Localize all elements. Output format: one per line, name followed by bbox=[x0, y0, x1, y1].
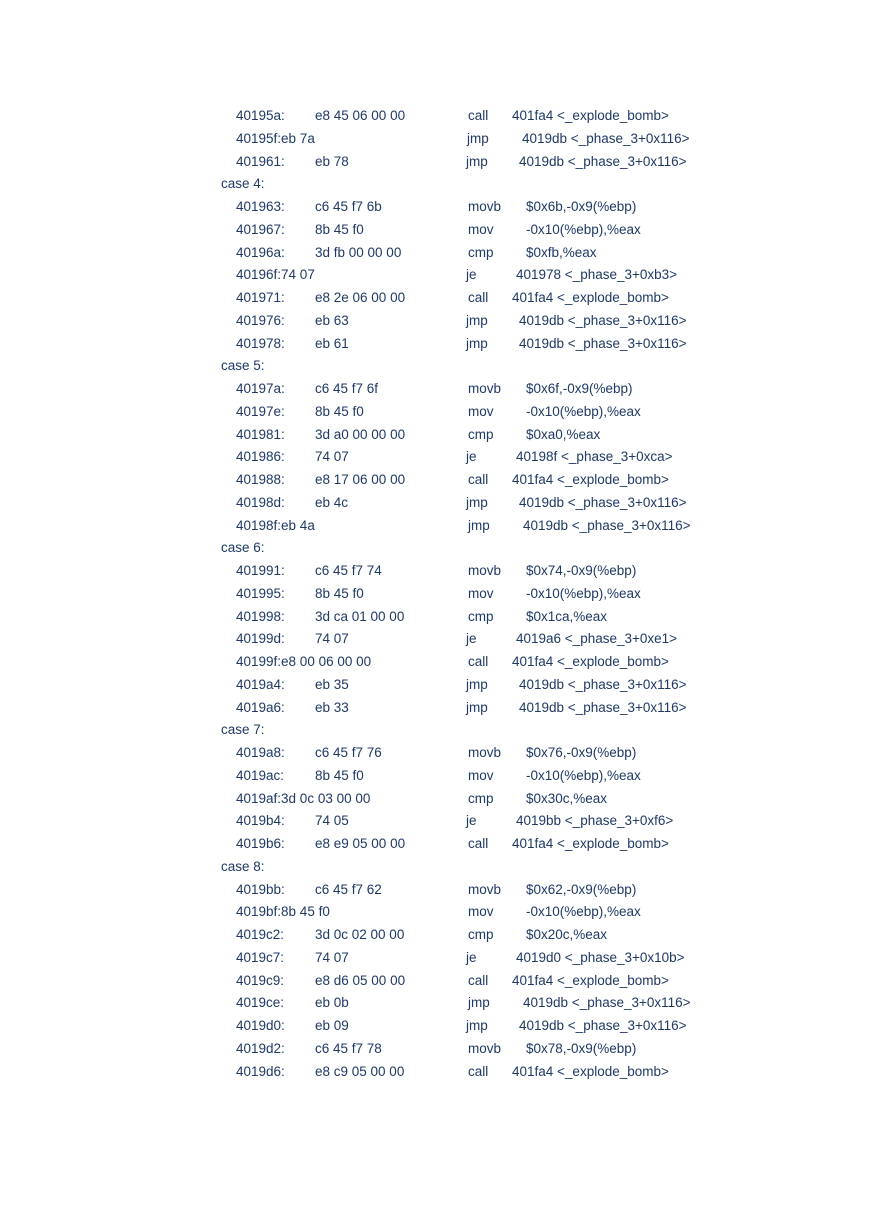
machine-code-bytes: e8 d6 05 00 00 bbox=[315, 972, 406, 988]
instruction-address: 401995: bbox=[236, 585, 285, 601]
instruction-operands: 4019d0 <_phase_3+0x10b> bbox=[516, 949, 685, 965]
instruction-address: 4019c9: bbox=[236, 972, 285, 988]
disassembly-line bbox=[0, 561, 869, 581]
disassembly-line bbox=[0, 971, 869, 991]
instruction-mnemonic: mov bbox=[468, 403, 494, 419]
machine-code-bytes: eb 78 bbox=[315, 153, 349, 169]
instruction-operands: 401978 <_phase_3+0xb3> bbox=[516, 267, 678, 283]
instruction-address: 4019ac: bbox=[236, 767, 285, 783]
instruction-operands: $0x74,-0x9(%ebp) bbox=[526, 563, 637, 578]
instruction-address: 401967: bbox=[236, 221, 285, 237]
instruction-mnemonic: call bbox=[468, 1063, 489, 1079]
instruction-address: 4019bf:8b 45 f0 bbox=[236, 904, 330, 920]
machine-code-bytes: e8 17 06 00 00 bbox=[315, 472, 406, 487]
disassembly-line bbox=[0, 425, 869, 445]
instruction-address: 40196a: bbox=[236, 244, 285, 260]
instruction-address: 401961: bbox=[236, 153, 285, 169]
instruction-mnemonic: cmp bbox=[468, 426, 494, 442]
instruction-mnemonic: je bbox=[466, 631, 477, 647]
machine-code-bytes: eb 33 bbox=[315, 699, 349, 715]
instruction-mnemonic: call bbox=[468, 654, 489, 669]
machine-code-bytes: 8b 45 f0 bbox=[315, 585, 364, 601]
instruction-address: 4019b6: bbox=[236, 836, 285, 851]
machine-code-bytes: eb 35 bbox=[315, 676, 349, 692]
instruction-address: 4019c7: bbox=[236, 949, 285, 965]
instruction-mnemonic: jmp bbox=[468, 995, 490, 1011]
disassembly-line bbox=[0, 743, 869, 763]
instruction-operands: -0x10(%ebp),%eax bbox=[526, 904, 641, 920]
instruction-mnemonic: cmp bbox=[468, 608, 494, 624]
disassembly-line bbox=[0, 129, 869, 149]
instruction-address: 4019a8: bbox=[236, 745, 285, 760]
instruction-address: 40195a: bbox=[236, 108, 285, 123]
disassembly-line bbox=[0, 311, 869, 331]
instruction-operands: $0x30c,%eax bbox=[526, 790, 608, 806]
instruction-operands: $0x20c,%eax bbox=[526, 927, 608, 942]
instruction-operands: 4019db <_phase_3+0x116> bbox=[519, 494, 687, 510]
instruction-mnemonic: jmp bbox=[466, 312, 488, 328]
disassembly-line bbox=[0, 902, 869, 922]
disassembly-line bbox=[0, 1062, 869, 1082]
instruction-operands: -0x10(%ebp),%eax bbox=[526, 221, 641, 237]
machine-code-bytes: 3d a0 00 00 00 bbox=[315, 426, 406, 442]
instruction-mnemonic: movb bbox=[468, 881, 502, 897]
instruction-mnemonic: jmp bbox=[466, 699, 488, 715]
case-label: case 5: bbox=[221, 358, 265, 374]
instruction-address: 401978: bbox=[236, 335, 285, 351]
instruction-operands: 401fa4 <_explode_bomb> bbox=[512, 836, 669, 851]
instruction-address: 4019bb: bbox=[236, 881, 285, 897]
instruction-address: 401976: bbox=[236, 312, 285, 328]
disassembly-line bbox=[0, 1016, 869, 1036]
instruction-mnemonic: je bbox=[466, 267, 477, 283]
machine-code-bytes: eb 61 bbox=[315, 335, 349, 351]
case-label: case 4: bbox=[221, 176, 265, 192]
instruction-address: 40199f:e8 00 06 00 00 bbox=[236, 654, 372, 669]
disassembly-line bbox=[0, 993, 869, 1013]
instruction-operands: 4019bb <_phase_3+0xf6> bbox=[516, 813, 674, 829]
instruction-mnemonic: mov bbox=[468, 767, 494, 783]
instruction-address: 4019d6: bbox=[236, 1063, 285, 1079]
disassembly-line bbox=[0, 334, 869, 354]
instruction-operands: $0x6f,-0x9(%ebp) bbox=[526, 381, 633, 396]
instruction-address: 4019c2: bbox=[236, 927, 285, 942]
instruction-address: 401991: bbox=[236, 563, 285, 578]
instruction-address: 40198f:eb 4a bbox=[236, 517, 315, 533]
instruction-mnemonic: jmp bbox=[466, 335, 488, 351]
machine-code-bytes: 3d fb 00 00 00 bbox=[315, 244, 402, 260]
instruction-mnemonic: call bbox=[468, 108, 489, 123]
instruction-operands: 401fa4 <_explode_bomb> bbox=[512, 290, 669, 305]
instruction-operands: $0xa0,%eax bbox=[526, 426, 601, 442]
instruction-address: 401963: bbox=[236, 199, 285, 214]
instruction-operands: 4019db <_phase_3+0x116> bbox=[519, 676, 687, 692]
disassembly-line bbox=[0, 288, 869, 308]
disassembly-line bbox=[0, 516, 869, 536]
instruction-mnemonic: jmp bbox=[466, 494, 488, 510]
instruction-address: 40198d: bbox=[236, 494, 285, 510]
instruction-operands: -0x10(%ebp),%eax bbox=[526, 585, 641, 601]
instruction-operands: 4019db <_phase_3+0x116> bbox=[522, 130, 690, 146]
machine-code-bytes: 74 07 bbox=[315, 631, 349, 647]
instruction-mnemonic: call bbox=[468, 972, 489, 988]
instruction-operands: $0x78,-0x9(%ebp) bbox=[526, 1040, 637, 1056]
disassembly-line bbox=[0, 766, 869, 786]
instruction-address: 40195f:eb 7a bbox=[236, 130, 315, 146]
machine-code-bytes: c6 45 f7 74 bbox=[315, 563, 382, 578]
instruction-mnemonic: call bbox=[468, 836, 489, 851]
disassembly-line bbox=[0, 652, 869, 672]
instruction-operands: $0x1ca,%eax bbox=[526, 608, 608, 624]
machine-code-bytes: c6 45 f7 76 bbox=[315, 745, 382, 760]
case-label: case 8: bbox=[221, 858, 265, 874]
instruction-mnemonic: cmp bbox=[468, 790, 494, 806]
instruction-operands: 401fa4 <_explode_bomb> bbox=[512, 654, 669, 669]
instruction-address: 4019b4: bbox=[236, 813, 285, 829]
machine-code-bytes: e8 45 06 00 00 bbox=[315, 108, 406, 123]
instruction-mnemonic: jmp bbox=[467, 130, 489, 146]
machine-code-bytes: 8b 45 f0 bbox=[315, 221, 364, 237]
disassembly-line bbox=[0, 629, 869, 649]
instruction-address: 40197e: bbox=[236, 403, 285, 419]
disassembly-line bbox=[0, 243, 869, 263]
instruction-mnemonic: je bbox=[466, 949, 477, 965]
instruction-operands: 4019db <_phase_3+0x116> bbox=[519, 335, 687, 351]
instruction-mnemonic: movb bbox=[468, 199, 502, 214]
disassembly-line bbox=[0, 402, 869, 422]
machine-code-bytes: eb 4c bbox=[315, 494, 349, 510]
machine-code-bytes: e8 c9 05 00 00 bbox=[315, 1063, 405, 1079]
instruction-address: 4019a6: bbox=[236, 699, 285, 715]
instruction-mnemonic: jmp bbox=[466, 1018, 488, 1033]
disassembly-line bbox=[0, 880, 869, 900]
instruction-operands: -0x10(%ebp),%eax bbox=[526, 767, 641, 783]
instruction-address: 401986: bbox=[236, 449, 285, 465]
instruction-address: 40199d: bbox=[236, 631, 285, 647]
instruction-operands: 4019db <_phase_3+0x116> bbox=[523, 517, 691, 533]
disassembly-line bbox=[0, 106, 869, 126]
instruction-mnemonic: call bbox=[468, 472, 489, 487]
instruction-address: 40197a: bbox=[236, 381, 285, 396]
instruction-mnemonic: movb bbox=[468, 745, 502, 760]
instruction-address: 4019af:3d 0c 03 00 00 bbox=[236, 790, 371, 806]
instruction-operands: 4019db <_phase_3+0x116> bbox=[523, 995, 691, 1011]
machine-code-bytes: 74 05 bbox=[315, 813, 349, 829]
instruction-operands: $0x6b,-0x9(%ebp) bbox=[526, 199, 637, 214]
instruction-operands: 401fa4 <_explode_bomb> bbox=[512, 108, 669, 123]
instruction-operands: 401fa4 <_explode_bomb> bbox=[512, 1063, 669, 1079]
instruction-mnemonic: mov bbox=[468, 221, 494, 237]
instruction-address: 40196f:74 07 bbox=[236, 267, 315, 283]
machine-code-bytes: c6 45 f7 6b bbox=[315, 199, 382, 214]
machine-code-bytes: 8b 45 f0 bbox=[315, 403, 364, 419]
disassembly-line bbox=[0, 584, 869, 604]
machine-code-bytes: e8 e9 05 00 00 bbox=[315, 836, 406, 851]
instruction-address: 401971: bbox=[236, 290, 285, 305]
case-label: case 6: bbox=[221, 540, 265, 556]
machine-code-bytes: c6 45 f7 62 bbox=[315, 881, 382, 897]
instruction-mnemonic: je bbox=[466, 449, 477, 465]
instruction-mnemonic: mov bbox=[468, 904, 494, 920]
disassembly-line bbox=[0, 447, 869, 467]
instruction-mnemonic: jmp bbox=[466, 153, 488, 169]
disassembly-line bbox=[0, 470, 869, 490]
machine-code-bytes: eb 09 bbox=[315, 1018, 349, 1033]
disassembly-line bbox=[0, 607, 869, 627]
instruction-operands: 401fa4 <_explode_bomb> bbox=[512, 972, 669, 988]
machine-code-bytes: e8 2e 06 00 00 bbox=[315, 290, 406, 305]
case-label: case 7: bbox=[221, 722, 265, 738]
disassembly-line bbox=[0, 925, 869, 945]
machine-code-bytes: eb 0b bbox=[315, 995, 349, 1011]
instruction-address: 401988: bbox=[236, 472, 285, 487]
instruction-mnemonic: cmp bbox=[468, 244, 494, 260]
instruction-address: 4019a4: bbox=[236, 676, 285, 692]
disassembly-line bbox=[0, 493, 869, 513]
disassembly-line bbox=[0, 152, 869, 172]
instruction-operands: -0x10(%ebp),%eax bbox=[526, 403, 641, 419]
instruction-operands: $0x62,-0x9(%ebp) bbox=[526, 881, 637, 897]
instruction-mnemonic: jmp bbox=[466, 676, 488, 692]
disassembly-line bbox=[0, 220, 869, 240]
disassembly-line bbox=[0, 834, 869, 854]
disassembly-line bbox=[0, 789, 869, 809]
instruction-mnemonic: movb bbox=[468, 1040, 502, 1056]
machine-code-bytes: 74 07 bbox=[315, 449, 349, 465]
instruction-address: 4019ce: bbox=[236, 995, 285, 1011]
machine-code-bytes: 3d ca 01 00 00 bbox=[315, 608, 405, 624]
machine-code-bytes: 74 07 bbox=[315, 949, 349, 965]
instruction-operands: 4019db <_phase_3+0x116> bbox=[519, 153, 687, 169]
instruction-operands: $0x76,-0x9(%ebp) bbox=[526, 745, 637, 760]
instruction-address: 4019d2: bbox=[236, 1040, 285, 1056]
disassembly-line bbox=[0, 197, 869, 217]
instruction-operands: 401fa4 <_explode_bomb> bbox=[512, 472, 669, 487]
instruction-mnemonic: movb bbox=[468, 381, 502, 396]
instruction-operands: 40198f <_phase_3+0xca> bbox=[516, 449, 673, 465]
instruction-mnemonic: movb bbox=[468, 563, 502, 578]
machine-code-bytes: c6 45 f7 6f bbox=[315, 381, 379, 396]
disassembly-line bbox=[0, 379, 869, 399]
instruction-operands: 4019db <_phase_3+0x116> bbox=[519, 312, 687, 328]
disassembly-line bbox=[0, 265, 869, 285]
disassembly-line bbox=[0, 698, 869, 718]
disassembly-line bbox=[0, 811, 869, 831]
instruction-mnemonic: mov bbox=[468, 585, 494, 601]
instruction-operands: 4019db <_phase_3+0x116> bbox=[519, 1018, 687, 1033]
machine-code-bytes: 3d 0c 02 00 00 bbox=[315, 927, 405, 942]
instruction-address: 401981: bbox=[236, 426, 285, 442]
instruction-mnemonic: jmp bbox=[468, 517, 490, 533]
instruction-mnemonic: je bbox=[466, 813, 477, 829]
instruction-address: 401998: bbox=[236, 608, 285, 624]
disassembly-line bbox=[0, 675, 869, 695]
instruction-operands: 4019a6 <_phase_3+0xe1> bbox=[516, 631, 678, 647]
disassembly-line bbox=[0, 948, 869, 968]
disassembly-line bbox=[0, 1039, 869, 1059]
instruction-mnemonic: cmp bbox=[468, 927, 494, 942]
instruction-operands: 4019db <_phase_3+0x116> bbox=[519, 699, 687, 715]
machine-code-bytes: c6 45 f7 78 bbox=[315, 1040, 382, 1056]
instruction-operands: $0xfb,%eax bbox=[526, 244, 597, 260]
machine-code-bytes: eb 63 bbox=[315, 312, 349, 328]
machine-code-bytes: 8b 45 f0 bbox=[315, 767, 364, 783]
instruction-mnemonic: call bbox=[468, 290, 489, 305]
instruction-address: 4019d0: bbox=[236, 1018, 285, 1033]
